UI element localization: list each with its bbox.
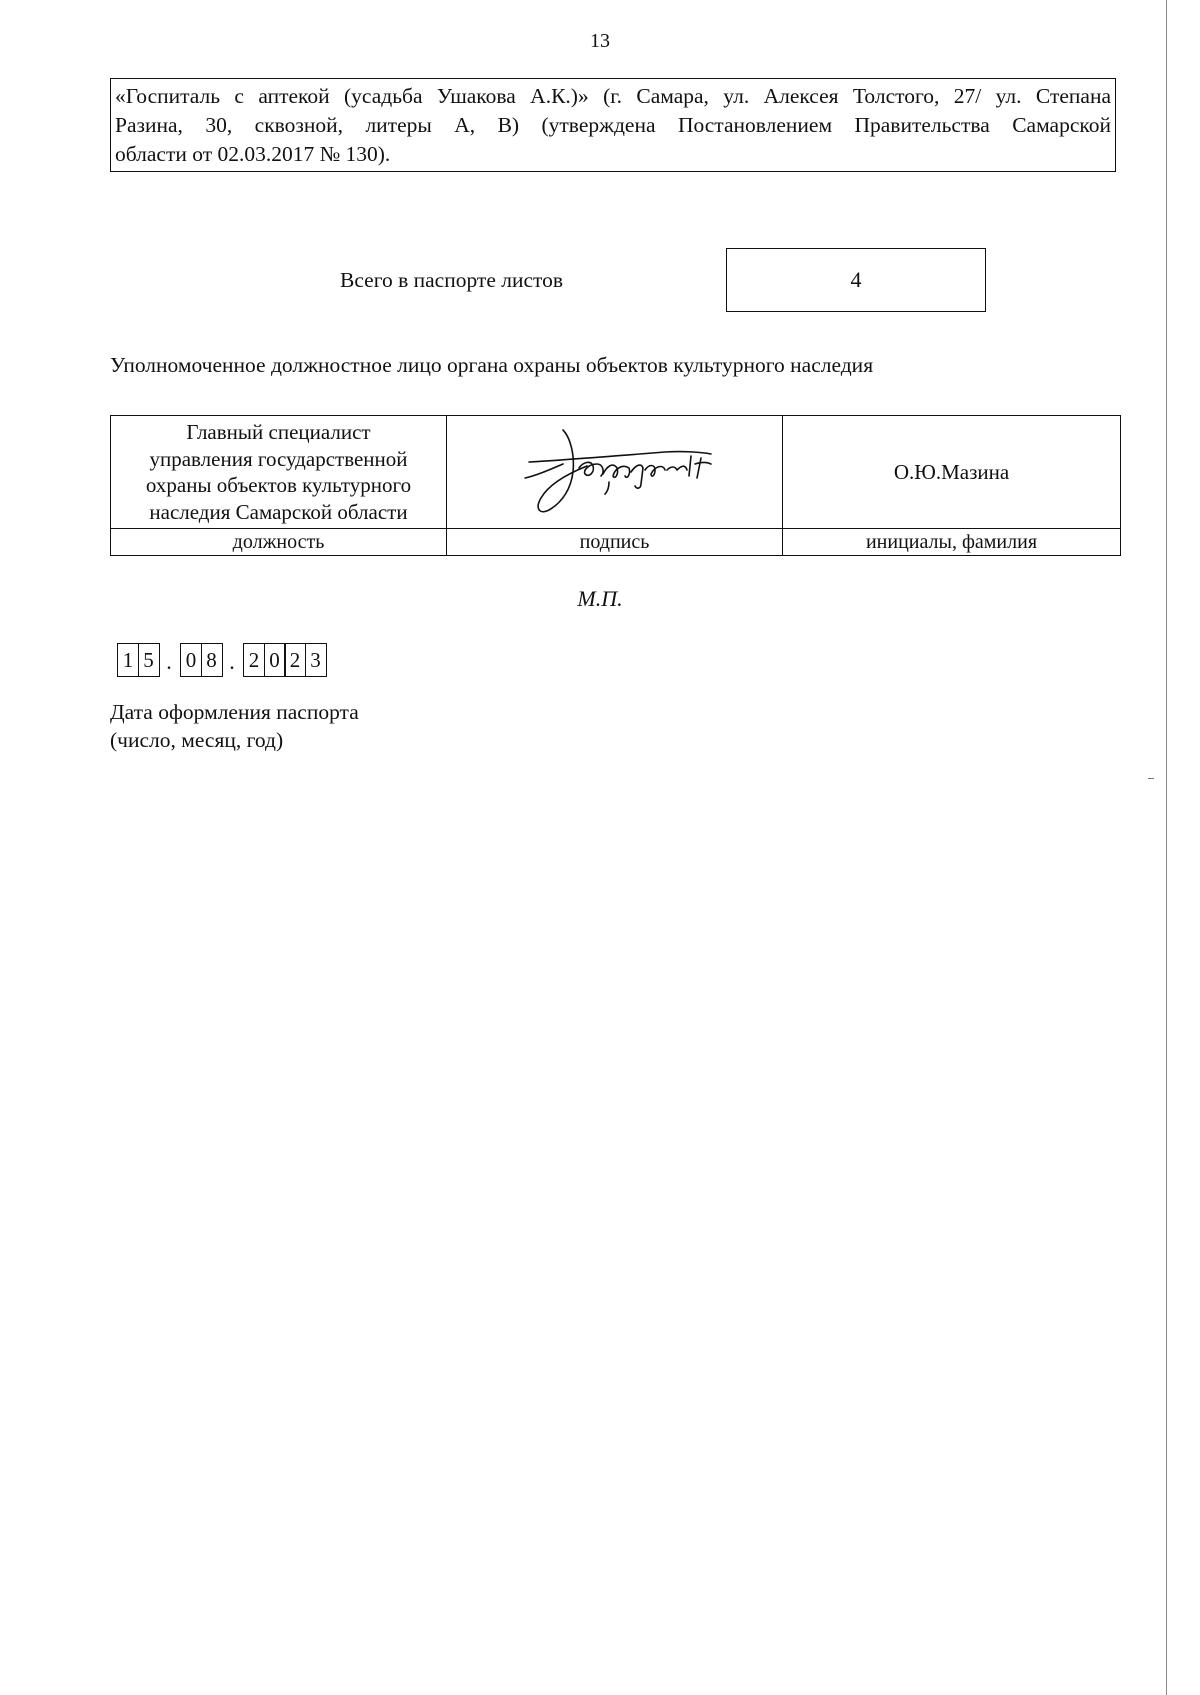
date-digit: 3 (305, 643, 327, 677)
position-line: охраны объектов культурного (145, 473, 412, 497)
scan-edge-line (1166, 0, 1167, 1695)
date-digit: 1 (117, 643, 139, 677)
date-day (117, 643, 158, 677)
name-caption: инициалы, фамилия (783, 529, 1121, 556)
page-number: 13 (590, 30, 610, 52)
date-month (180, 643, 221, 677)
date-separator: . (166, 649, 172, 674)
position-line: управления государственной (149, 446, 408, 471)
sheets-count-value: 4 (850, 267, 862, 292)
signature-caption: подпись (447, 529, 783, 556)
date-caption-line: (число, месяц, год) (110, 728, 284, 752)
date-separator: . (229, 649, 235, 674)
scan-mark (1148, 778, 1154, 779)
name-cell (783, 416, 1121, 529)
date-digit: 2 (284, 643, 306, 677)
object-title-box (110, 78, 1116, 172)
signature-table (110, 415, 1121, 556)
date-digit: 8 (201, 643, 223, 677)
signature-cell (447, 416, 783, 529)
date-digit: 0 (180, 643, 202, 677)
official-label: Уполномоченное должностное лицо органа охраны объектов культурного наследия (110, 353, 874, 377)
date-year (243, 643, 325, 677)
position-cell (111, 416, 447, 529)
date-caption-line: Дата оформления паспорта (110, 700, 359, 724)
sheets-count-box (726, 248, 986, 312)
passport-date (117, 643, 325, 677)
position-line: наследия Самарской области (149, 499, 408, 524)
official-name: О.Ю.Мазина (893, 459, 1010, 484)
object-title-line: области от 02.03.2017 № 130). (115, 142, 391, 166)
sheets-count-label: Всего в паспорте листов (340, 268, 564, 292)
position-line: Главный специалист (186, 420, 371, 444)
date-caption (110, 698, 359, 754)
date-digit: 2 (243, 643, 265, 677)
position-caption: должность (111, 529, 447, 556)
stamp-place-label: М.П. (577, 586, 623, 611)
date-digit: 0 (264, 643, 286, 677)
object-title-line: Разина, 30, сквозной, литеры А, В) (утверждена Постановлением Правительства Самарской (115, 113, 1111, 137)
date-digit: 5 (138, 643, 160, 677)
handwritten-signature (505, 422, 725, 522)
object-title-line: «Госпиталь с аптекой (усадьба Ушакова А.К.)» (г. Самара, ул. Алексея Толстого, 27/ ул. Степана (115, 84, 1111, 108)
